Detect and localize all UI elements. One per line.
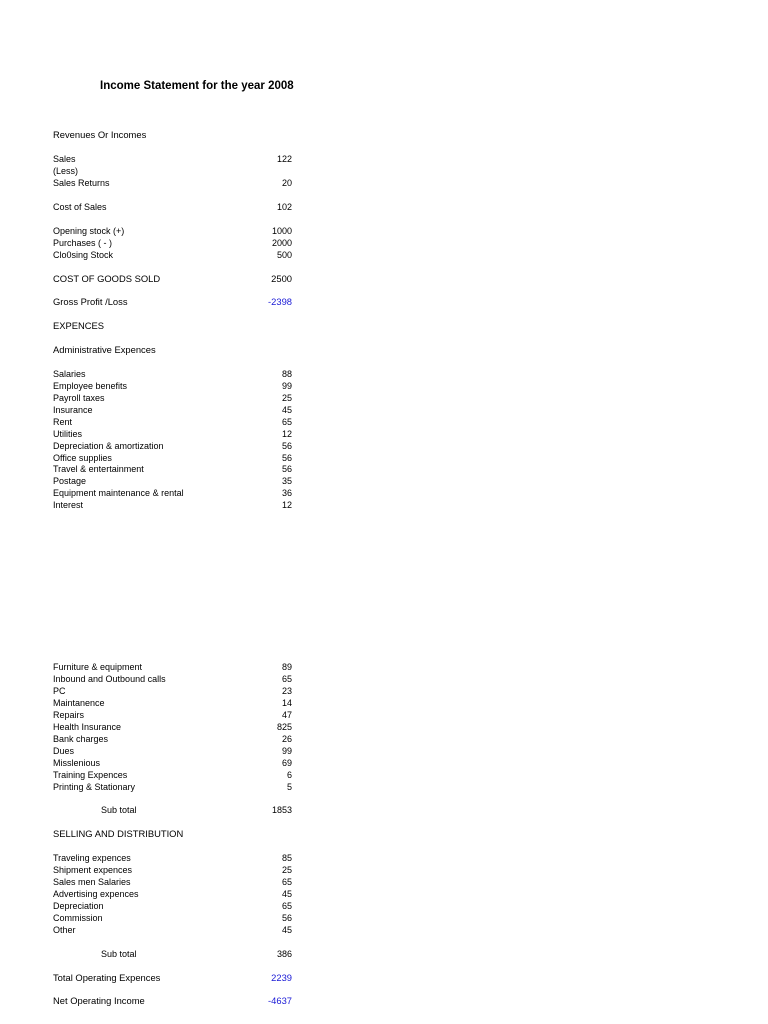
row-value: 386: [276, 949, 292, 959]
row-sales-returns: [53, 177, 292, 189]
row-value: 825: [276, 722, 292, 732]
row-label: Advertising expences: [53, 889, 139, 899]
row-label: Interest: [53, 500, 84, 510]
row-dues: [53, 745, 292, 757]
row-label: Gross Profit /Loss: [53, 296, 128, 307]
row-label: Cost of Sales: [53, 202, 107, 212]
row-commission: [53, 912, 292, 924]
row-label: Training Expences: [53, 770, 128, 780]
row-cost-of-goods-sold: [53, 273, 292, 285]
row-label: PC: [53, 686, 66, 696]
row-label: EXPENCES: [53, 320, 105, 331]
row-value: 2239: [271, 972, 292, 983]
row-health-insurance: [53, 721, 292, 733]
row-label: Depreciation & amortization: [53, 441, 164, 451]
row-value: 85: [281, 853, 292, 863]
row-value: 122: [276, 154, 292, 164]
row-inbound-outbound-calls: [53, 673, 292, 685]
row-label: (Less): [53, 166, 79, 176]
row-label: Rent: [53, 417, 73, 427]
row-label: Travel & entertainment: [53, 464, 144, 474]
row-value: 25: [281, 865, 292, 875]
row-label: Sales men Salaries: [53, 877, 131, 887]
row-shipment-expences: [53, 864, 292, 876]
row-label: SELLING AND DISTRIBUTION: [53, 828, 184, 839]
row-net-operating-income: [53, 995, 292, 1007]
row-traveling-expences: [53, 852, 292, 864]
row-label: Clo0sing Stock: [53, 250, 114, 260]
row-label: Bank charges: [53, 734, 109, 744]
row-value: 56: [281, 464, 292, 474]
row-rent: [53, 416, 292, 428]
row-value: 6: [286, 770, 292, 780]
row-value: 56: [281, 913, 292, 923]
row-salaries: [53, 368, 292, 380]
row-value: 65: [281, 417, 292, 427]
row-value: 99: [281, 381, 292, 391]
row-label: Printing & Stationary: [53, 782, 136, 792]
row-label: Salaries: [53, 369, 86, 379]
row-value: 102: [276, 202, 292, 212]
row-cost-of-sales: [53, 201, 292, 213]
row-label: Other: [53, 925, 76, 935]
row-label: Shipment expences: [53, 865, 133, 875]
row-label: Revenues Or Incomes: [53, 129, 147, 140]
row-closing-stock: [53, 249, 292, 261]
row-selling-subtotal: [53, 948, 292, 960]
row-label: Insurance: [53, 405, 93, 415]
row-value: 45: [281, 889, 292, 899]
row-label: Net Operating Income: [53, 995, 145, 1006]
row-value: 45: [281, 925, 292, 935]
section-selling-distribution: [53, 828, 292, 840]
row-label: COST OF GOODS SOLD: [53, 273, 161, 284]
row-sales: [53, 153, 292, 165]
row-value: 89: [281, 662, 292, 672]
row-value: 12: [281, 429, 292, 439]
row-payroll-taxes: [53, 392, 292, 404]
row-value: 56: [281, 441, 292, 451]
row-postage: [53, 475, 292, 487]
row-depreciation-amortization: [53, 440, 292, 452]
row-value: 47: [281, 710, 292, 720]
row-label: Sub total: [101, 805, 137, 815]
row-value: 26: [281, 734, 292, 744]
row-furniture-equipment: [53, 661, 292, 673]
row-label: Opening stock (+): [53, 226, 125, 236]
row-sales-men-salaries: [53, 876, 292, 888]
row-label: Utilities: [53, 429, 83, 439]
row-value: 56: [281, 453, 292, 463]
row-label: Total Operating Expences: [53, 972, 161, 983]
row-opening-stock: [53, 225, 292, 237]
row-pc: [53, 685, 292, 697]
row-label: Postage: [53, 476, 87, 486]
row-value: 12: [281, 500, 292, 510]
row-value: 69: [281, 758, 292, 768]
row-label: Payroll taxes: [53, 393, 105, 403]
row-admin-subtotal: [53, 804, 292, 816]
row-label: Employee benefits: [53, 381, 128, 391]
row-total-operating-expences: [53, 972, 292, 984]
row-label: Maintanence: [53, 698, 105, 708]
row-value: 20: [281, 178, 292, 188]
row-training-expences: [53, 769, 292, 781]
row-label: Sub total: [101, 949, 137, 959]
row-label: Sales Returns: [53, 178, 110, 188]
row-interest: [53, 499, 292, 511]
row-value: 36: [281, 488, 292, 498]
row-value: -4637: [268, 995, 292, 1006]
row-label: Misslenious: [53, 758, 101, 768]
row-label: Repairs: [53, 710, 85, 720]
row-value: 2000: [271, 238, 292, 248]
row-label: Purchases ( - ): [53, 238, 113, 248]
row-value: 65: [281, 674, 292, 684]
row-maintanence: [53, 697, 292, 709]
section-expences: [53, 320, 292, 332]
row-value: 1853: [271, 805, 292, 815]
row-equipment-maintenance: [53, 487, 292, 499]
row-label: Sales: [53, 154, 76, 164]
row-value: 99: [281, 746, 292, 756]
row-value: 65: [281, 877, 292, 887]
row-value: 35: [281, 476, 292, 486]
row-value: 65: [281, 901, 292, 911]
row-travel-entertainment: [53, 463, 292, 475]
row-value: 25: [281, 393, 292, 403]
row-value: 23: [281, 686, 292, 696]
row-label: Inbound and Outbound calls: [53, 674, 166, 684]
row-label: Office supplies: [53, 453, 112, 463]
row-insurance: [53, 404, 292, 416]
row-label: Health Insurance: [53, 722, 122, 732]
row-printing-stationary: [53, 781, 292, 793]
row-label: Dues: [53, 746, 75, 756]
row-label: Depreciation: [53, 901, 104, 911]
row-label: Administrative Expences: [53, 344, 156, 355]
row-value: 1000: [271, 226, 292, 236]
row-value: 5: [286, 782, 292, 792]
row-value: 88: [281, 369, 292, 379]
section-revenues: [53, 129, 292, 141]
row-label: Traveling expences: [53, 853, 131, 863]
row-other: [53, 924, 292, 936]
row-depreciation: [53, 900, 292, 912]
row-label: Furniture & equipment: [53, 662, 143, 672]
section-administrative-expences: [53, 344, 292, 356]
row-employee-benefits: [53, 380, 292, 392]
row-misslenious: [53, 757, 292, 769]
row-less: [53, 165, 292, 177]
row-value: 14: [281, 698, 292, 708]
row-value: -2398: [268, 296, 292, 307]
row-label: Equipment maintenance & rental: [53, 488, 184, 498]
row-label: Commission: [53, 913, 103, 923]
row-utilities: [53, 428, 292, 440]
row-advertising-expences: [53, 888, 292, 900]
row-gross-profit: [53, 296, 292, 308]
statement-title: Income Statement for the year 2008: [100, 80, 294, 92]
row-purchases: [53, 237, 292, 249]
row-bank-charges: [53, 733, 292, 745]
row-repairs: [53, 709, 292, 721]
row-value: 45: [281, 405, 292, 415]
row-value: 2500: [271, 273, 292, 284]
row-value: 500: [276, 250, 292, 260]
